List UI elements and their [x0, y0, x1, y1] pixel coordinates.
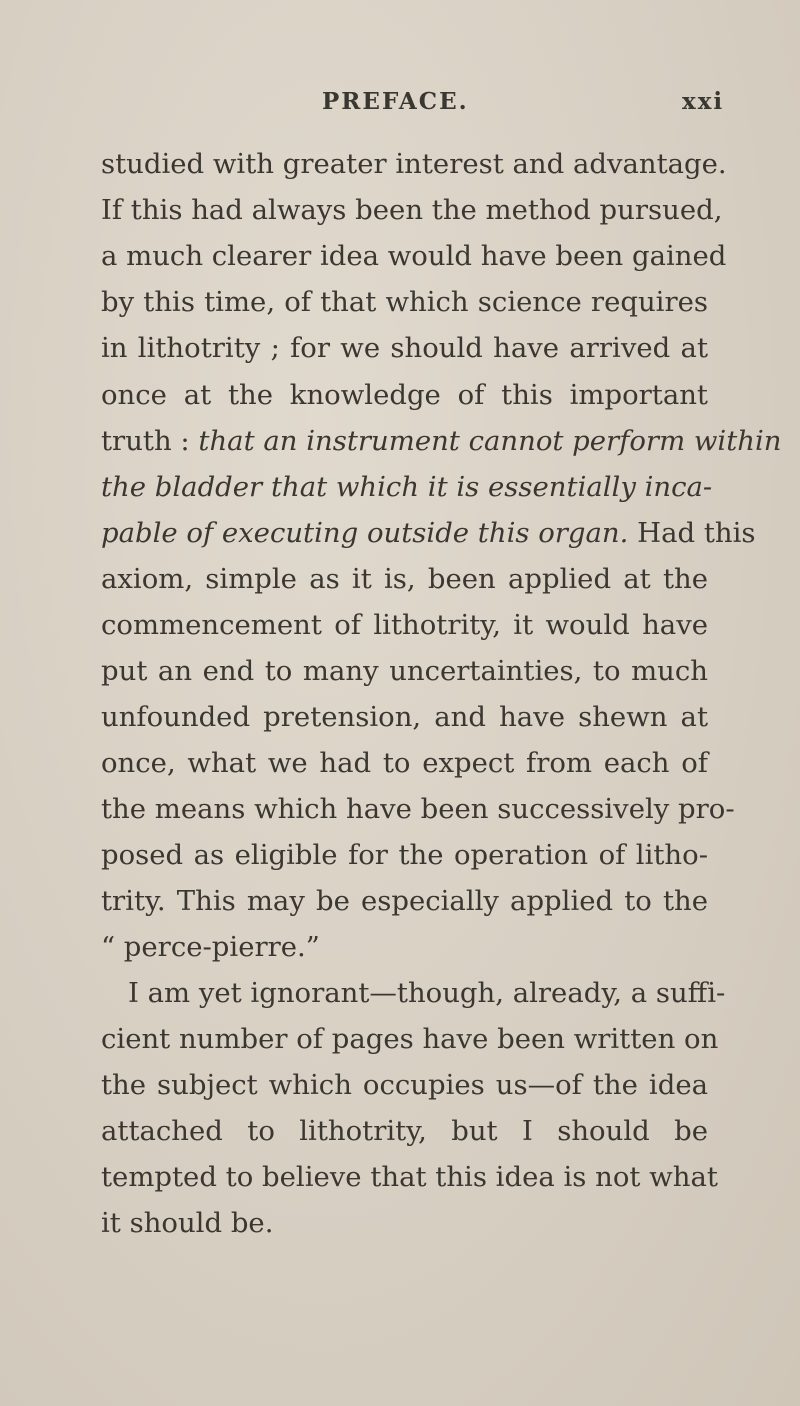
text-line: the means which have been successively pro- — [101, 793, 735, 825]
italic-span: the bladder that which it is essentially inca- — [101, 471, 713, 503]
text-line: posed as eligible for the operation of litho- — [101, 839, 708, 871]
page-number: xxi — [682, 88, 725, 115]
text-line: unfounded pretension, and have shewn at — [101, 701, 708, 733]
text-line: trity. This may be especially applied to the — [101, 885, 708, 917]
text-line: If this had always been the method pursued, — [101, 194, 723, 226]
text-line: the subject which occupies us—of the idea — [101, 1069, 708, 1101]
italic-span: that an instrument cannot perform within — [198, 425, 782, 457]
text-line — [101, 469, 713, 505]
text-line: attached to lithotrity, but I should be — [101, 1115, 708, 1147]
text-line: a much clearer idea would have been gained — [101, 240, 727, 272]
text-line: “ perce-pierre.” — [101, 931, 320, 963]
text-span: Had this — [628, 517, 756, 549]
italic-span: pable of executing outside this organ. — [101, 517, 629, 549]
text-span: truth : — [101, 425, 199, 457]
running-head-title: PREFACE. — [322, 88, 469, 115]
text-line — [101, 423, 782, 459]
text-line: tempted to believe that this idea is not what — [101, 1161, 718, 1193]
text-line: it should be. — [101, 1207, 274, 1239]
text-line: by this time, of that which science requires — [101, 286, 708, 318]
text-line: once, what we had to expect from each of — [101, 747, 708, 779]
text-line: once at the knowledge of this important — [101, 379, 708, 411]
running-head — [0, 88, 800, 124]
text-line: I am yet ignorant—though, already, a suffi- — [128, 977, 726, 1009]
text-line — [101, 515, 756, 551]
text-line: axiom, simple as it is, been applied at the — [101, 563, 708, 595]
text-line: commencement of lithotrity, it would have — [101, 609, 708, 641]
text-line: in lithotrity ; for we should have arrived at — [101, 332, 708, 364]
text-line: cient number of pages have been written on — [101, 1023, 719, 1055]
text-line: studied with greater interest and advantage. — [101, 148, 727, 180]
text-line: put an end to many uncertainties, to much — [101, 655, 708, 687]
